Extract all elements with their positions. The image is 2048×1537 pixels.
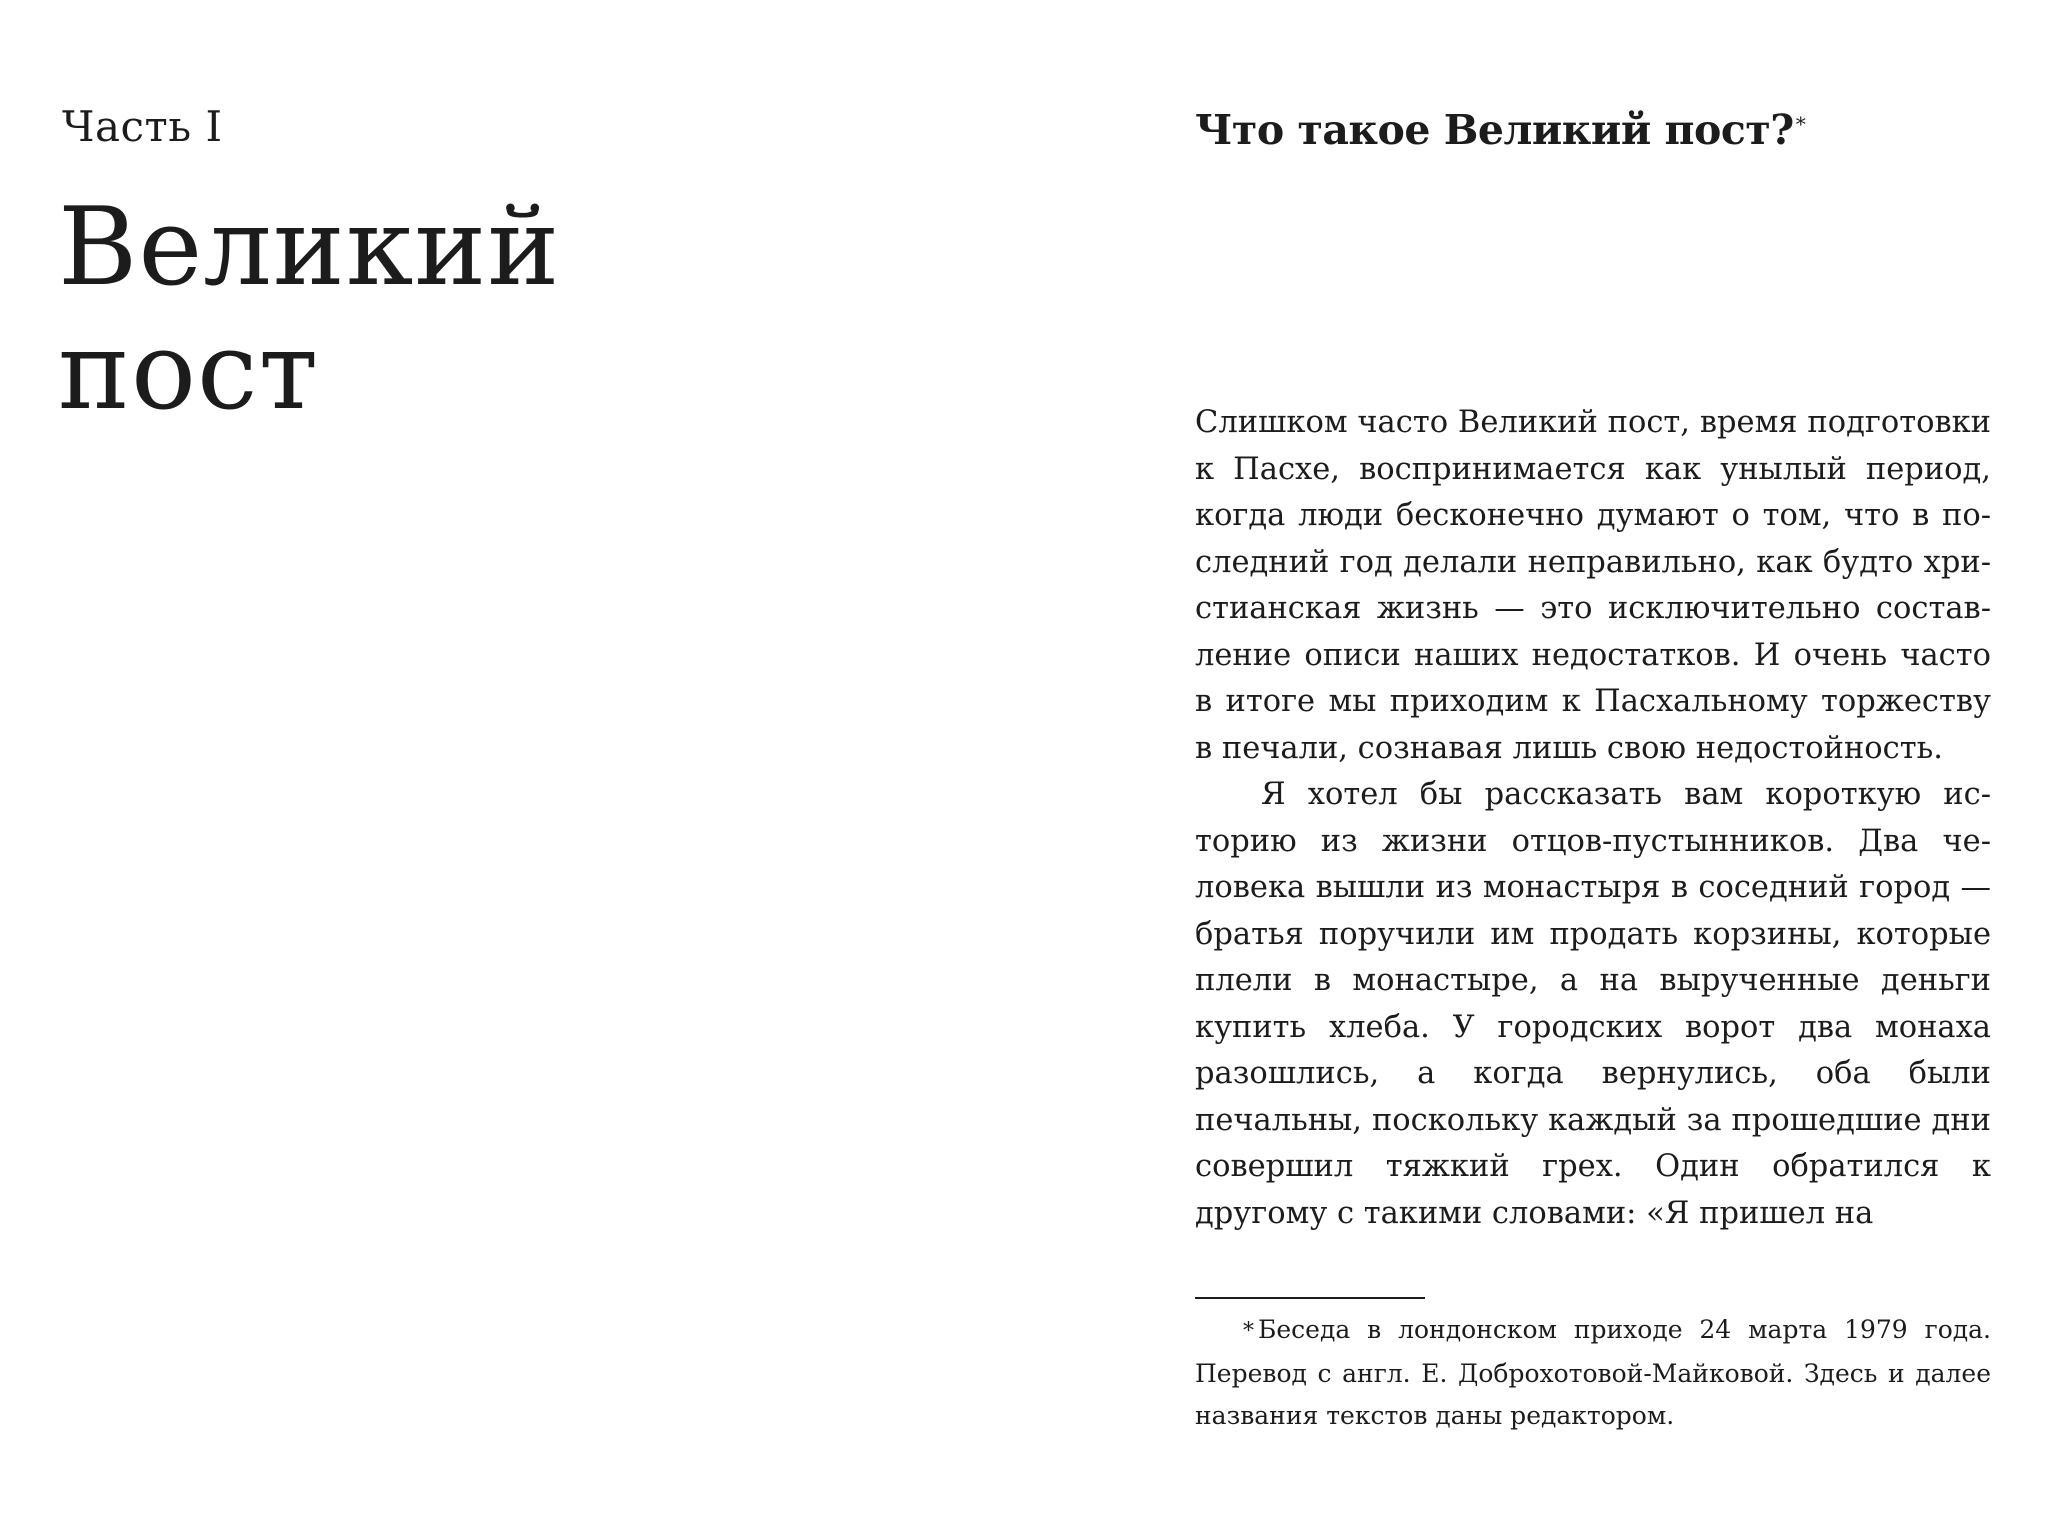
chapter-title-text: Что такое Великий пост?	[1195, 106, 1794, 154]
footnote-divider	[1195, 1297, 1425, 1299]
footnote	[1195, 1309, 1991, 1437]
footnote-text: Беседа в лондонском приходе 24 марта 1979 года. Перевод с англ. Е. Доброхотовой-Майковой. Здесь и далее названия текстов даны редактором.	[1195, 1315, 1991, 1430]
part-title-line-2: пост	[58, 309, 320, 434]
part-label: Часть I	[62, 102, 223, 151]
part-title	[58, 186, 560, 434]
footnote-mark: *	[1243, 1319, 1254, 1344]
part-title-line-1: Великий	[58, 185, 561, 310]
footnote-reference: *	[1795, 112, 1806, 136]
paragraph-2: Я хотел бы рассказать вам короткую историю из жизни отцов-пустынников. Два человека вышли из монастыря в соседний город — братья поручили им продать корзины, которые плели в монастыре, а на вырученные деньги купить хлеба. У городских ворот два монаха разошлись, а когда вернулись, оба были печальны, поскольку каждый за прошедшие дни совершил тяжкий грех. Один обратился к другому с такими словами: «Я пришел на	[1195, 777, 1991, 1231]
right-page	[1024, 0, 2048, 1537]
chapter-title	[1195, 106, 1806, 154]
paragraph-1: Слишком часто Великий пост, время подготовки к Пасхе, воспринимается как унылый период, когда люди бесконечно думают о том, что в последний год делали неправильно, как будто христианская жизнь — это исключительно составление описи наших недостатков. И очень часто в итоге мы приходим к Пасхальному торжеству в печали, сознавая лишь свою недостойность.	[1195, 405, 1991, 766]
body-text	[1195, 400, 1991, 1237]
